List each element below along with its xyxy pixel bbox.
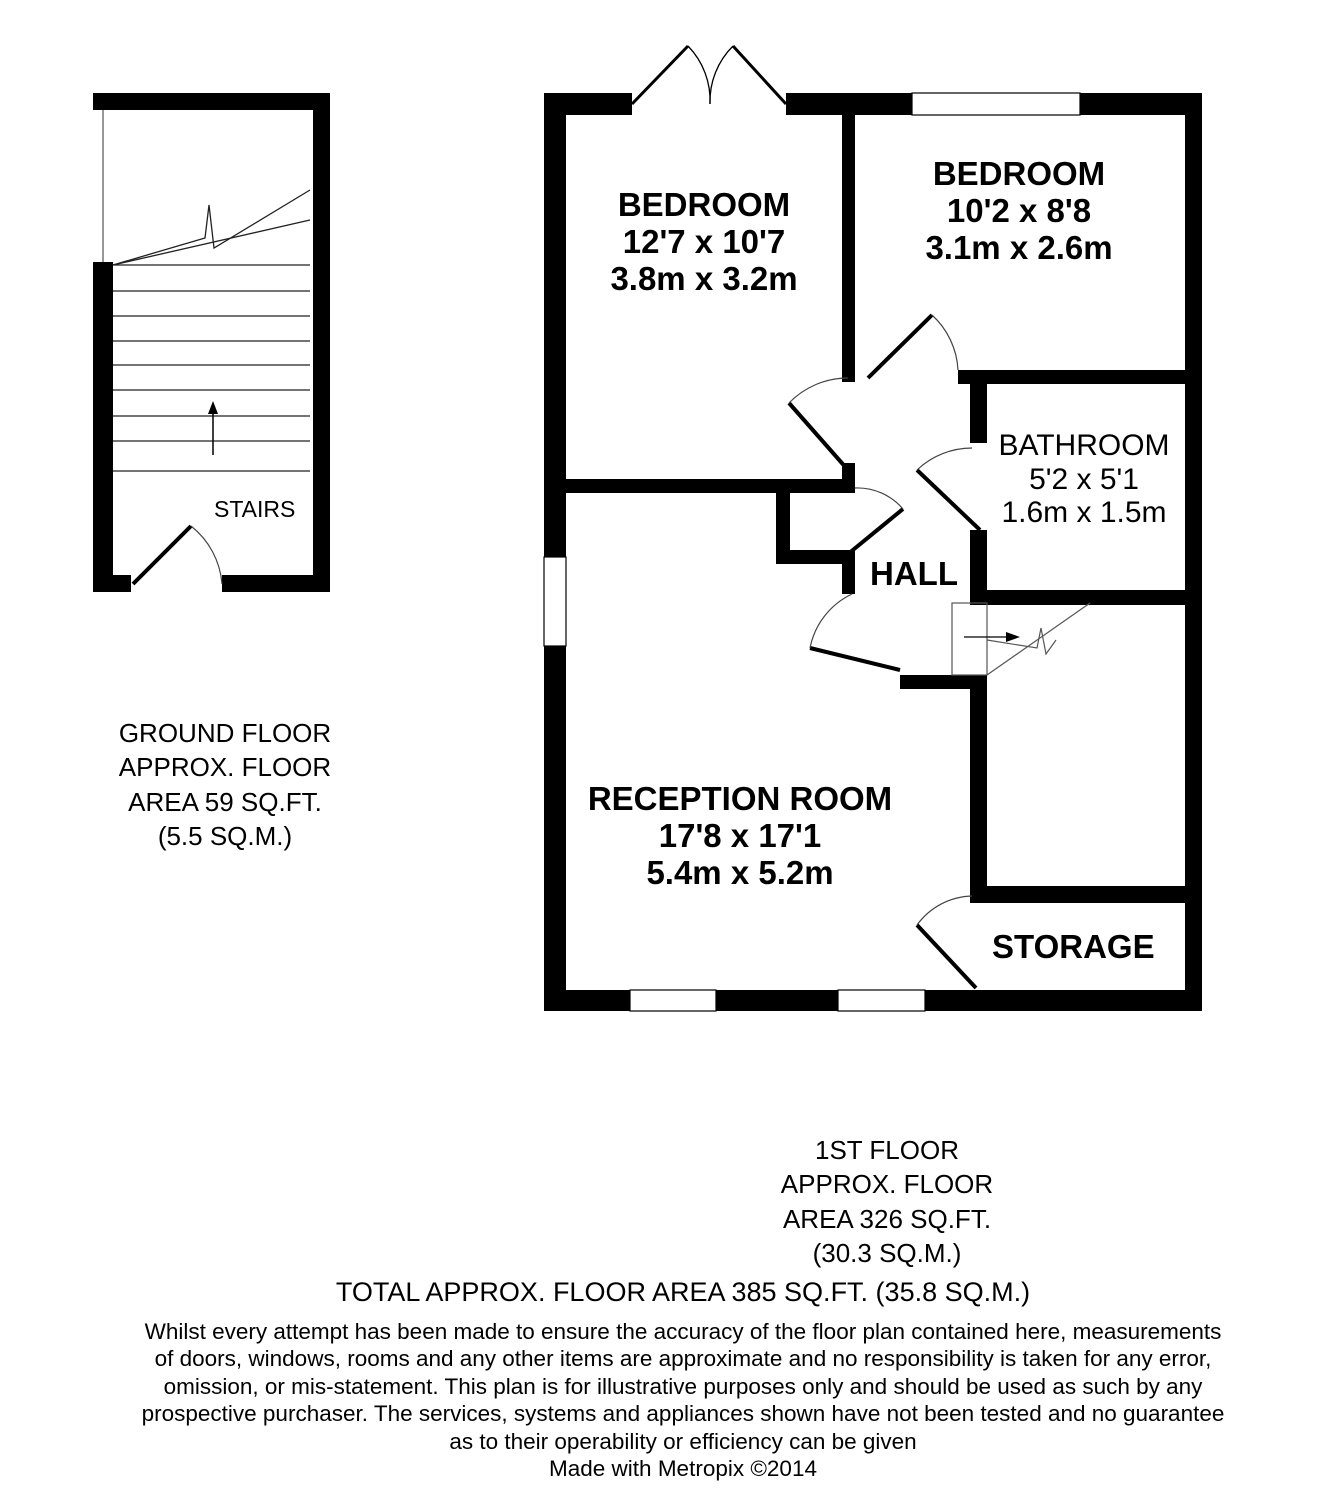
room-label-bedroom-1 [574,187,834,298]
room-size-metric: 3.8m x 3.2m [610,259,798,297]
room-size-metric: 5.4m x 5.2m [646,853,834,891]
staircase [113,190,310,471]
room-name: RECEPTION ROOM [587,780,893,817]
area-line: GROUND FLOOR [118,718,332,748]
area-line: AREA 59 SQ.FT. [128,786,322,817]
area-line: (5.5 SQ.M.) [157,820,293,851]
room-label-hall: HALL [870,555,958,592]
total-floor-area: TOTAL APPROX. FLOOR AREA 385 SQ.FT. (35.8 SQ.M.) [335,1277,1031,1307]
ground-floor-area [75,716,375,853]
stairs-label: STAIRS [214,496,296,522]
area-line: AREA 326 SQ.FT. [782,1203,992,1234]
disclaimer-line: Whilst every attempt has been made to ensure the accuracy of the floor plan contained here, measurements [144,1319,1222,1344]
room-label-reception [560,781,920,892]
disclaimer-line: omission, or mis-statement. This plan is for illustrative purposes only and should be used as such by any [163,1373,1203,1399]
area-line: APPROX. FLOOR [118,752,332,783]
room-size-metric: 3.1m x 2.6m [925,228,1113,266]
disclaimer-line: of doors, windows, rooms and any other items are approximate and no responsibility is taken for any error, [154,1346,1212,1372]
cupboard-stair [952,603,1090,675]
first-floor-area [737,1133,1037,1270]
room-label-bathroom [984,429,1184,530]
credit: Made with Metropix ©2014 [549,1456,817,1482]
room-name: BATHROOM [998,429,1170,462]
room-size-imperial: 12'7 x 10'7 [622,222,786,260]
area-line: APPROX. FLOOR [780,1169,994,1200]
disclaimer [0,1318,1324,1483]
room-label-bedroom-2 [889,156,1149,267]
area-line: (30.3 SQ.M.) [812,1237,962,1268]
french-doors [632,46,786,104]
area-line: 1ST FLOOR [814,1135,959,1165]
room-size-metric: 1.6m x 1.5m [1001,496,1167,530]
disclaimer-line: prospective purchaser. The services, systems and appliances shown have not been tested and no guarantee [141,1401,1225,1427]
disclaimer-line: as to their operability or efficiency can be given [449,1428,917,1454]
ground-floor-door [133,526,222,584]
room-name: BEDROOM [617,186,791,223]
room-label-storage: STORAGE [992,928,1155,965]
room-size-imperial: 5'2 x 5'1 [1029,462,1139,496]
room-name: BEDROOM [932,155,1106,192]
stairs-up-arrow [208,401,218,455]
room-size-imperial: 10'2 x 8'8 [946,191,1092,229]
room-size-imperial: 17'8 x 17'1 [658,816,822,854]
